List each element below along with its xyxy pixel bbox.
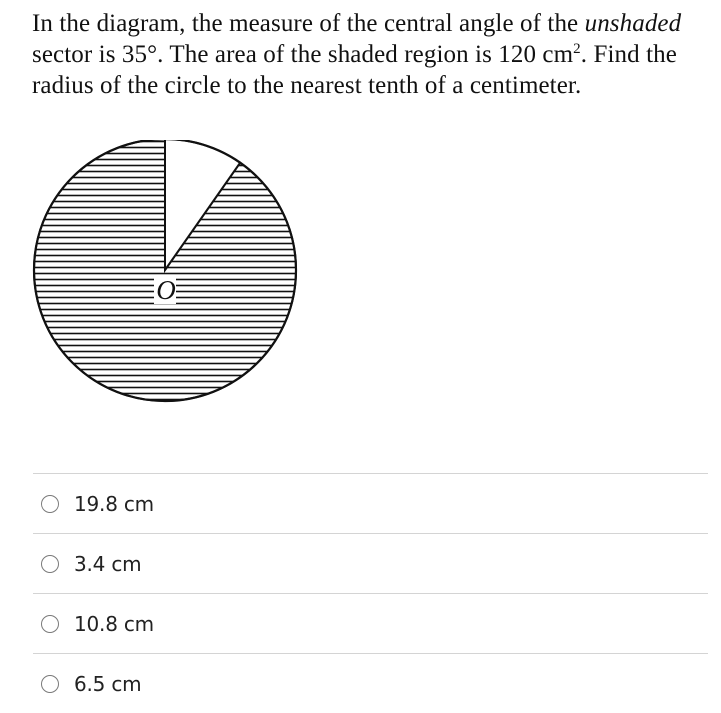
center-label-o: O bbox=[156, 275, 176, 305]
choice-label-4: 6.5 cm bbox=[74, 671, 142, 696]
circle-diagram bbox=[28, 140, 308, 435]
radio-button-4[interactable] bbox=[41, 675, 59, 693]
choice-2[interactable] bbox=[33, 534, 708, 593]
choice-3[interactable] bbox=[33, 594, 708, 653]
question-part-1: In the diagram, the measure of the central angle of the bbox=[32, 10, 579, 37]
question-exponent: 2 bbox=[573, 41, 581, 57]
choice-4[interactable] bbox=[33, 654, 708, 713]
question-part-3: . Find the radius of the circle to the nearest tenth of a centimeter. bbox=[32, 41, 677, 99]
question-part-2: sector is 35°. The area of the shaded region is 120 cm bbox=[32, 41, 574, 68]
choice-label-1: 19.8 cm bbox=[74, 491, 154, 516]
radio-button-1[interactable] bbox=[41, 495, 59, 513]
answer-choices bbox=[33, 473, 708, 713]
circle-diagram-svg bbox=[28, 140, 308, 430]
choice-1[interactable] bbox=[33, 474, 708, 533]
choice-label-2: 3.4 cm bbox=[74, 551, 142, 576]
question-text bbox=[32, 8, 712, 101]
radio-button-3[interactable] bbox=[41, 615, 59, 633]
question-emphasis: unshaded bbox=[584, 10, 682, 37]
choice-label-3: 10.8 cm bbox=[74, 611, 154, 636]
radio-button-2[interactable] bbox=[41, 555, 59, 573]
